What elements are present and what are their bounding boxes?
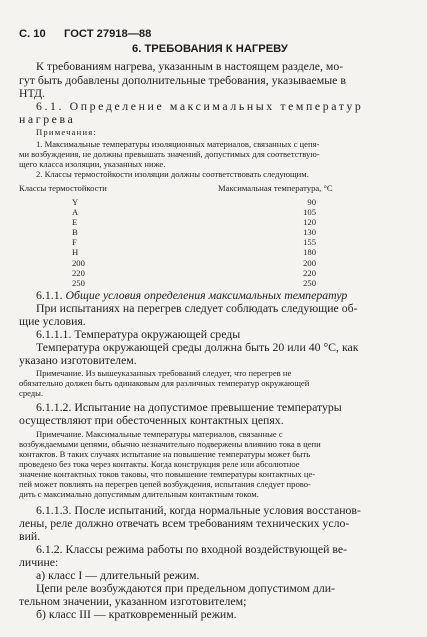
intro-line-3: НТД. [19, 86, 45, 100]
note2-line-3: среды. [19, 388, 44, 398]
table-cell-class: 250 [72, 277, 85, 288]
clause-6-1-line-2: нагрева [19, 112, 76, 126]
clause-6-1-2-item-a: а) класс I — длительный режим. [36, 568, 200, 582]
section-title: 6. ТРЕБОВАНИЯ К НАГРЕВУ [132, 43, 288, 55]
table-cell-temp: 120 [303, 217, 316, 228]
note-line-1: 1. Максимальные температуры изоляционных материалов, связанных с цепя- [36, 139, 320, 149]
note-line-3: щего класса изоляции, указанных ниже. [19, 159, 166, 169]
clause-6-1-1-2-line-2: осуществляют при обесточенных контактных цепях. [19, 413, 284, 427]
table-cell-class: E [72, 217, 78, 228]
note2-line-2: обязательно должен быть одинаковым для различных температур окружающей [19, 378, 310, 388]
intro-line-2: гут быть добавлены дополнительные требования, указываемые в [19, 73, 346, 87]
table-cell-temp: 200 [303, 257, 316, 268]
standard-number: ГОСТ 27918—88 [64, 28, 152, 40]
table-cell-class: H [72, 247, 79, 258]
table-cell-temp: 130 [303, 227, 316, 238]
note3-line-3: контактов. В таких случаях испытание на повышение температуры может быть [19, 449, 311, 459]
note3-line-7: дить с максимально допустимым длительным контактным током. [19, 489, 259, 499]
table-cell-temp: 105 [303, 207, 316, 218]
note3-line-6: пей может повлиять на перегрев цепей возбуждения, испытания следует прово- [19, 479, 311, 489]
clause-6-1-1-line-2: щие условия. [19, 314, 86, 328]
note-line-2: ми возбуждения, не должны превышать значений, допустимых для соответствую- [19, 149, 320, 159]
table-header-class: Классы термостойкости [19, 183, 107, 193]
table-cell-temp: 155 [303, 237, 316, 248]
clause-6-1-1-3-line-2: лены, реле должно отвечать всем требованиям технических усло- [19, 516, 350, 530]
table-cell-temp: 220 [303, 267, 316, 278]
clause-6-1-2-line-4: Цепи реле возбуждаются при предельном допустимом дли- [36, 581, 336, 595]
page-number: С. 10 [19, 28, 46, 40]
clause-6-1-1-title: Общие условия определения максимальных температур [65, 288, 348, 302]
table-header-temp: Максимальная температура, °С [218, 183, 333, 193]
table-cell-class: Y [72, 197, 79, 207]
clause-6-1-1-line-1: При испытаниях на перегрев следует соблюдать следующие об- [36, 301, 358, 315]
note3-line-1: Примечание. Максимальные температуры материалов, связанные с [36, 429, 283, 439]
table-cell-class: A [72, 207, 79, 218]
clause-6-1-2-line-5: тельном значении, указанном изготовителем; [19, 594, 247, 608]
note3-line-5: значение контактных токов таковы, что повышение температуры контактных це- [19, 469, 316, 479]
notes-title: Примечания: [36, 127, 98, 137]
note3-line-2: возбуждаемыми цепями, обычно незначительно подвержены влиянию тока в цепи [19, 439, 321, 449]
clause-6-1-line-1: 6.1. Определение максимальных температур [36, 99, 364, 113]
clause-6-1-1-3-line-3: вий. [19, 529, 41, 543]
table-cell-temp: 90 [307, 197, 316, 207]
clause-6-1-2-item-b: б) класс III — кратковременный режим. [36, 607, 237, 621]
table-cell-temp: 180 [303, 247, 316, 258]
note-line-4: 2. Классы термостойкости изоляции должны соответствовать следующим. [36, 169, 309, 179]
table-cell-class: F [72, 237, 77, 248]
clause-6-1-1-3-line-1: 6.1.1.3. После испытаний, когда нормальные условия восстанов- [36, 503, 361, 517]
intro-line-1: К требованиям нагрева, указанным в настоящем разделе, мо- [36, 59, 344, 73]
note2-line-1: Примечание. Из вышеуказанных требований следует, что перегрев не [36, 368, 292, 378]
table-cell-class: 220 [72, 267, 85, 278]
clause-6-1-1-1-title: 6.1.1.1. Температура окружающей среды [36, 327, 241, 341]
clause-6-1-1-number: 6.1.1. [36, 288, 63, 302]
clause-6-1-1-2-line-1: 6.1.1.2. Испытание на допустимое превышение температуры [36, 400, 342, 414]
note3-line-4: проведено без тока через контакты. Когда конструкция реле или абсолютное [19, 459, 300, 469]
table-class-column [72, 198, 85, 289]
clause-6-1-1-1-line-1: Температура окружающей среды должна быть 20 или 40 °С, как [36, 340, 359, 354]
table-temp-column [298, 198, 316, 289]
clause-6-1-2-line-1: 6.1.2. Классы режима работы по входной воздействующей ве- [36, 542, 348, 556]
table-cell-class: 200 [72, 257, 85, 268]
table-cell-class: B [72, 227, 78, 238]
clause-6-1-1-1-line-2: указано изготовителем. [19, 353, 137, 367]
table-cell-temp: 250 [303, 277, 316, 288]
clause-6-1-2-line-2: личине: [19, 555, 59, 569]
